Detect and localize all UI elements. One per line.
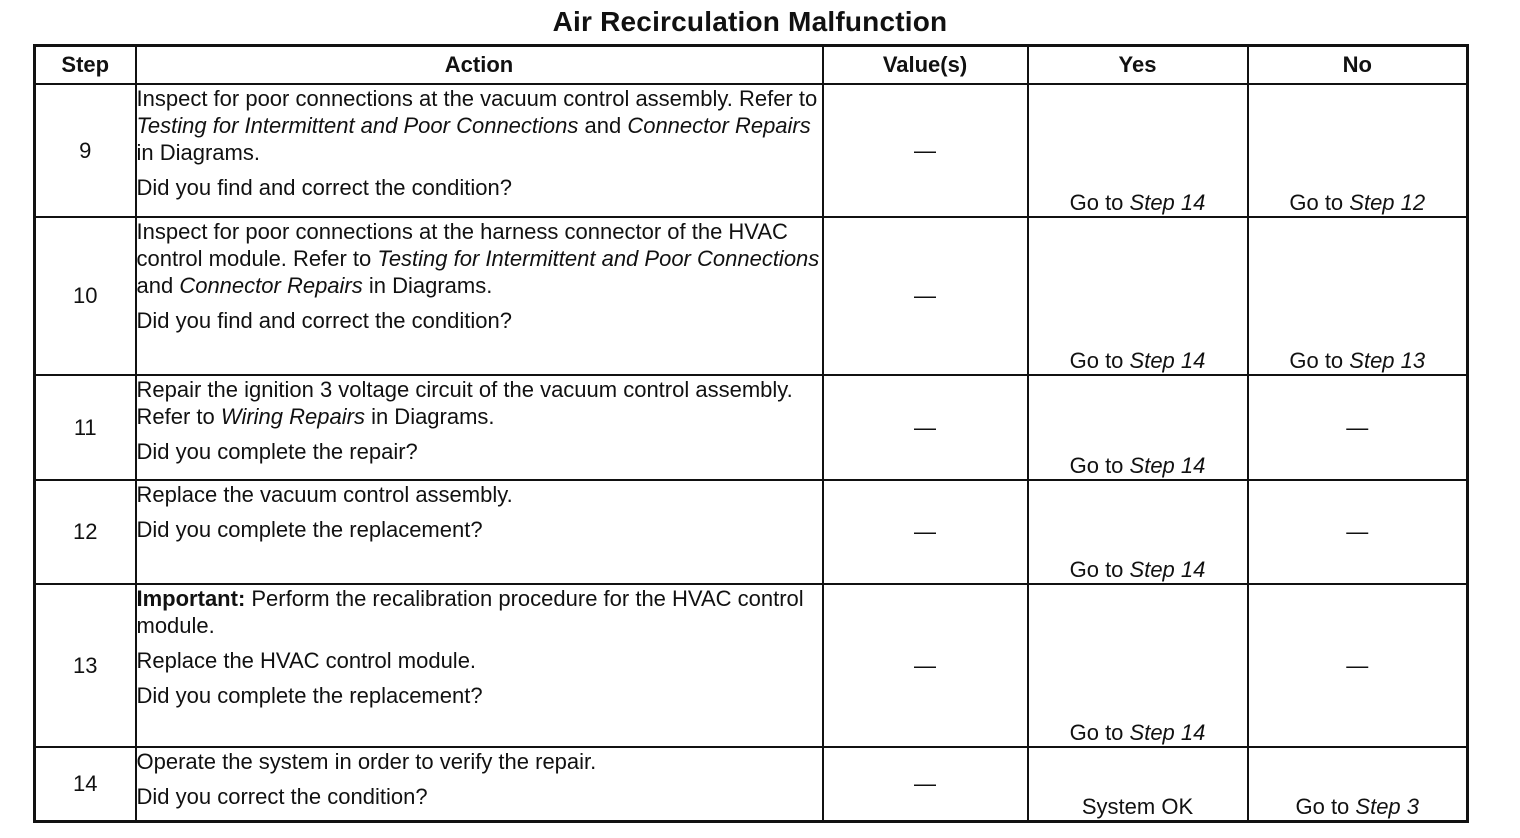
action-reference: Connector Repairs <box>627 113 811 138</box>
goto-text: Go to <box>1069 557 1130 582</box>
yes-cell <box>1028 584 1248 747</box>
step-number: 14 <box>35 747 136 821</box>
action-text-part: in Diagrams. <box>136 140 260 165</box>
value-cell: — <box>823 747 1028 821</box>
table-row <box>35 217 1468 375</box>
yes-cell: System OK <box>1028 747 1248 821</box>
page-title: Air Recirculation Malfunction <box>552 6 948 37</box>
value-cell: — <box>823 480 1028 584</box>
action-text-part: Repair the ignition 3 voltage circuit of the vacuum control assembly. Refer to <box>136 377 793 429</box>
action-question: Did you find and correct the condition? <box>136 175 512 200</box>
step-number: 10 <box>35 217 136 375</box>
table-row <box>35 480 1468 584</box>
diagnostic-table <box>33 44 1469 823</box>
table-row <box>35 584 1468 747</box>
table-row <box>35 375 1468 480</box>
step-reference: Step 12 <box>1349 190 1426 215</box>
goto-text: Go to <box>1069 453 1130 478</box>
step-number: 9 <box>35 84 136 217</box>
column-header-step: Step <box>35 46 136 85</box>
value-cell: — <box>823 84 1028 217</box>
step-reference: Step 13 <box>1349 348 1426 373</box>
action-cell <box>136 584 823 747</box>
action-text: Operate the system in order to verify the repair. <box>136 749 597 774</box>
step-number: 11 <box>35 375 136 480</box>
table-row <box>35 84 1468 217</box>
action-cell <box>136 217 823 375</box>
yes-cell <box>1028 375 1248 480</box>
step-number: 12 <box>35 480 136 584</box>
goto-text: Go to <box>1289 190 1350 215</box>
action-text-part: in Diagrams. <box>362 273 493 298</box>
goto-text: Go to <box>1069 190 1130 215</box>
action-text <box>137 218 822 299</box>
table-header-row <box>35 46 1468 85</box>
action-text-part: Perform the recalibration procedure for the HVAC control module. <box>136 586 804 638</box>
column-header-action: Action <box>136 46 823 85</box>
action-reference: Testing for Intermittent and Poor Connections <box>136 113 579 138</box>
action-text <box>137 85 822 166</box>
action-question: Did you complete the repair? <box>136 439 418 464</box>
goto-text: Go to <box>1289 348 1350 373</box>
no-cell: — <box>1248 480 1468 584</box>
action-text: Replace the vacuum control assembly. <box>136 482 513 507</box>
step-reference: Step 14 <box>1129 453 1206 478</box>
step-reference: Step 14 <box>1129 190 1206 215</box>
no-cell: — <box>1248 375 1468 480</box>
no-cell <box>1248 217 1468 375</box>
step-number: 13 <box>35 584 136 747</box>
value-cell: — <box>823 375 1028 480</box>
step-reference: Step 14 <box>1129 720 1206 745</box>
action-text <box>137 585 822 639</box>
action-text-part: Inspect for poor connections at the vacuum control assembly. Refer to <box>136 86 818 111</box>
goto-text: Go to <box>1069 720 1130 745</box>
action-text-part: in Diagrams. <box>364 404 495 429</box>
value-cell: — <box>823 217 1028 375</box>
value-cell: — <box>823 584 1028 747</box>
action-cell <box>136 747 823 821</box>
yes-cell <box>1028 480 1248 584</box>
goto-text: Go to <box>1069 348 1130 373</box>
action-reference: Testing for Intermittent and Poor Connections <box>377 246 820 271</box>
action-question: Did you complete the replacement? <box>136 683 483 708</box>
action-reference: Wiring Repairs <box>220 404 365 429</box>
action-text: Replace the HVAC control module. <box>136 648 477 673</box>
column-header-no: No <box>1248 46 1468 85</box>
step-reference: Step 14 <box>1129 348 1206 373</box>
action-cell <box>136 480 823 584</box>
action-text-part: Inspect for poor connections at the harness connector of the HVAC control module. Refer to <box>136 219 788 271</box>
action-question: Did you complete the replacement? <box>136 517 483 542</box>
yes-cell <box>1028 217 1248 375</box>
step-reference: Step 14 <box>1129 557 1206 582</box>
action-cell <box>136 84 823 217</box>
table-row <box>35 747 1468 821</box>
goto-text: Go to <box>1295 793 1356 819</box>
step-reference: Step 3 <box>1355 793 1420 819</box>
action-text-part: and <box>578 113 628 138</box>
action-cell <box>136 375 823 480</box>
important-label: Important: <box>136 586 246 611</box>
column-header-values: Value(s) <box>823 46 1028 85</box>
no-cell: — <box>1248 584 1468 747</box>
action-reference: Connector Repairs <box>179 273 363 298</box>
no-cell <box>1248 84 1468 217</box>
yes-cell <box>1028 84 1248 217</box>
action-text <box>137 376 822 430</box>
action-question: Did you find and correct the condition? <box>136 308 512 333</box>
column-header-yes: Yes <box>1028 46 1248 85</box>
action-question: Did you correct the condition? <box>136 784 428 809</box>
no-cell <box>1248 747 1468 821</box>
action-text-part: and <box>136 273 180 298</box>
